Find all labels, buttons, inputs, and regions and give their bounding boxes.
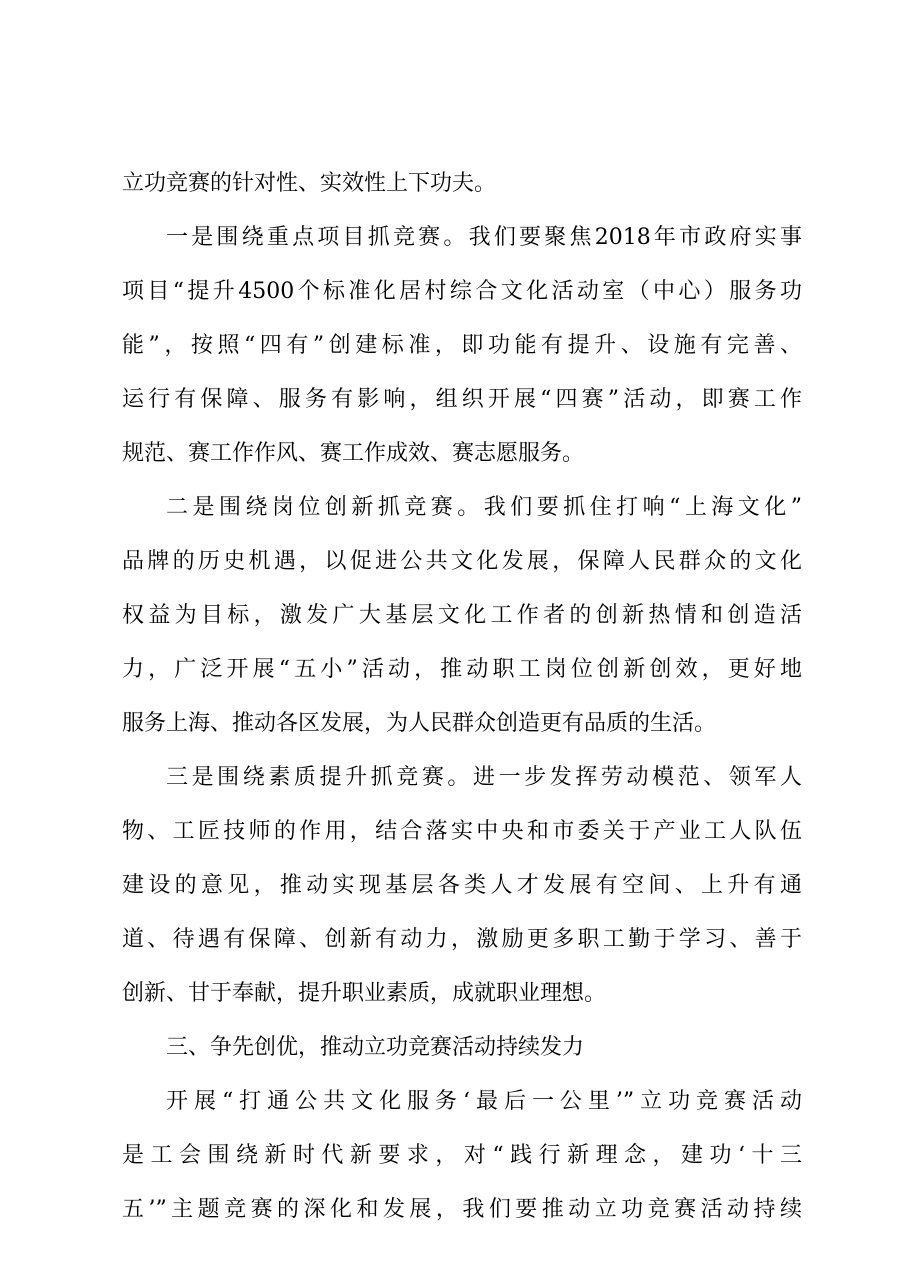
paragraph-first-line: 三是围绕素质提升抓竞赛。进一步发挥劳动模范、领军人 <box>166 765 802 790</box>
text-line: 服务上海、推动各区发展，为人民群众创造更有品质的生活。 <box>122 711 717 736</box>
text-line: 品牌的历史机遇，以促进公共文化发展，保障人民群众的文化 <box>122 549 802 574</box>
section-heading: 三、争先创优，推动立功竞赛活动持续发力 <box>166 1035 585 1060</box>
text-line: 运行有保障、服务有影响，组织开展“四赛”活动，即赛工作 <box>122 387 802 412</box>
text-line: 规范、赛工作作风、赛工作成效、赛志愿服务。 <box>122 441 585 466</box>
text-line: 立功竞赛的针对性、实效性上下功夫。 <box>122 171 497 196</box>
text-line: 能”，按照“四有”创建标准，即功能有提升、设施有完善、 <box>122 333 802 358</box>
text-line: 建设的意见，推动实现基层各类人才发展有空间、上升有通 <box>122 873 802 898</box>
text-line: 是工会围绕新时代新要求，对“践行新理念，建功‘十三 <box>122 1143 802 1168</box>
text-line: 权益为目标，激发广大基层文化工作者的创新热情和创造活 <box>122 603 802 628</box>
text-line: 项目“提升4500个标准化居村综合文化活动室（中心）服务功 <box>122 279 802 304</box>
text-line: 力，广泛开展“五小”活动，推动职工岗位创新创效，更好地 <box>122 657 802 682</box>
paragraph-first-line: 二是围绕岗位创新抓竞赛。我们要抓住打响“上海文化” <box>166 495 802 520</box>
text-line: 道、待遇有保障、创新有动力，激励更多职工勤于学习、善于 <box>122 927 802 952</box>
paragraph-first-line: 一是围绕重点项目抓竞赛。我们要聚焦2018年市政府实事 <box>166 225 802 250</box>
text-line: 五’”主题竞赛的深化和发展，我们要推动立功竞赛活动持续 <box>122 1197 802 1222</box>
text-line: 物、工匠技师的作用，结合落实中央和市委关于产业工人队伍 <box>122 819 802 844</box>
text-line: 创新、甘于奉献，提升职业素质，成就职业理想。 <box>122 981 607 1006</box>
paragraph-first-line: 开展“打通公共文化服务‘最后一公里’”立功竞赛活动 <box>166 1089 802 1114</box>
